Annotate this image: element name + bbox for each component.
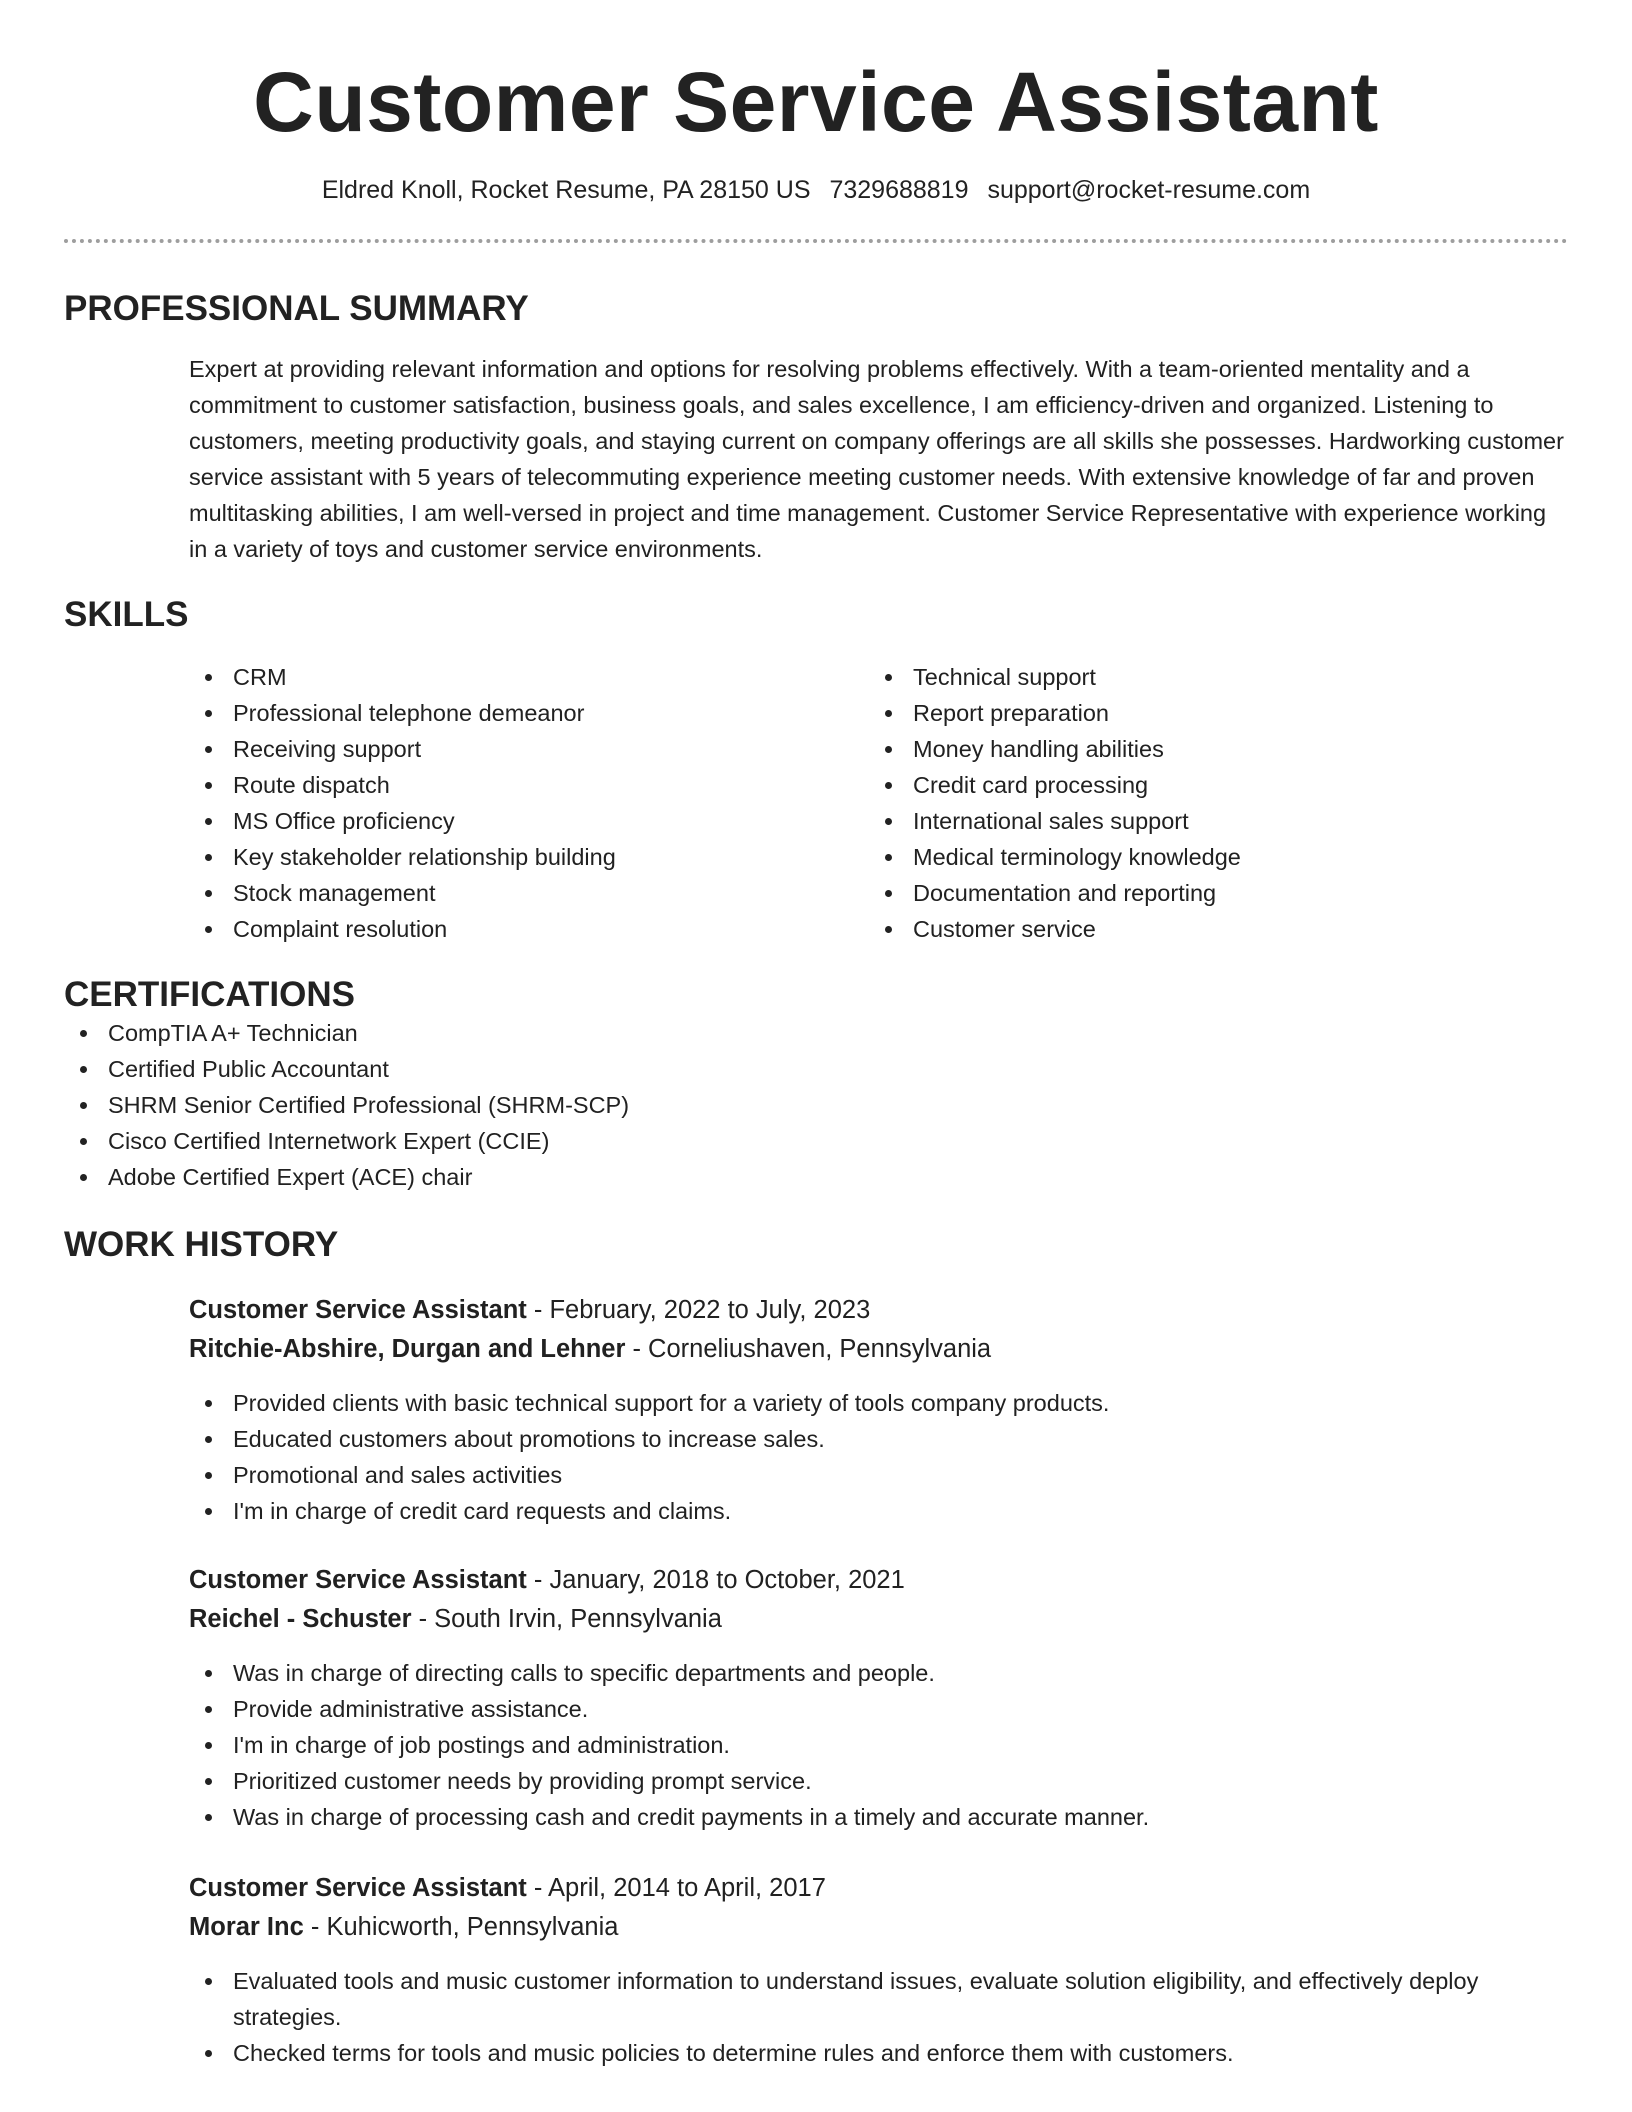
list-item: Route dispatch [189, 767, 869, 803]
list-item: Technical support [869, 659, 1549, 695]
work-history-section [64, 1225, 1568, 2071]
contact-email: support@rocket-resume.com [987, 176, 1311, 205]
list-item: Receiving support [189, 731, 869, 767]
list-item: Medical terminology knowledge [869, 839, 1549, 875]
certifications-section [64, 975, 1568, 1195]
list-item: I'm in charge of credit card requests and claims. [189, 1493, 1568, 1529]
job-entry [189, 1291, 1568, 1529]
list-item: Cisco Certified Internetwork Expert (CCIE) [64, 1123, 1568, 1159]
skills-heading: SKILLS [64, 595, 189, 635]
job-location: - South Irvin, Pennsylvania [411, 1605, 722, 1634]
job-title-line [189, 1291, 1568, 1330]
job-company: Ritchie-Abshire, Durgan and Lehner [189, 1335, 626, 1364]
list-item: Provide administrative assistance. [189, 1691, 1568, 1727]
candidate-name: Customer Service Assistant [253, 55, 1379, 149]
job-location: - Kuhicworth, Pennsylvania [303, 1913, 619, 1942]
list-item: Was in charge of directing calls to specific departments and people. [189, 1655, 1568, 1691]
list-item: Provided clients with basic technical support for a variety of tools company products. [189, 1385, 1568, 1421]
job-dates: - January, 2018 to October, 2021 [526, 1566, 905, 1595]
list-item: Evaluated tools and music customer information to understand issues, evaluate solution eligibility, and effectively deploy strategies. [189, 1963, 1568, 2035]
list-item: CRM [189, 659, 869, 695]
job-role: Customer Service Assistant [189, 1296, 527, 1325]
list-item: Stock management [189, 875, 869, 911]
summary-section [64, 289, 1568, 567]
list-item: Professional telephone demeanor [189, 695, 869, 731]
header-divider [64, 239, 1568, 243]
list-item: Promotional and sales activities [189, 1457, 1568, 1493]
job-company: Morar Inc [189, 1913, 304, 1942]
skills-column-right [869, 659, 1549, 947]
list-item: Report preparation [869, 695, 1549, 731]
list-item: Money handling abilities [869, 731, 1549, 767]
contact-phone: 7329688819 [829, 176, 969, 205]
skills-section [64, 595, 1568, 947]
list-item: Educated customers about promotions to increase sales. [189, 1421, 1568, 1457]
list-item: MS Office proficiency [189, 803, 869, 839]
contact-address: Eldred Knoll, Rocket Resume, PA 28150 US [321, 176, 811, 205]
job-duties-list [189, 1963, 1568, 2071]
summary-text: Expert at providing relevant information and options for resolving problems effectively. With a team-oriented mentality and a commitment to customer satisfaction, business goals, and sales excellence, I am efficiency-driven and organized. Listening to customers, meeting productivity goals, and staying current on company offerings are all skills she possesses. Hardworking customer service assistant with 5 years of telecommuting experience meeting customer needs. With extensive knowledge of far and proven multitasking abilities, I am well-versed in project and time management. Customer Service Representative with experience working in a variety of toys and customer service environments. [189, 356, 1564, 563]
list-item: Key stakeholder relationship building [189, 839, 869, 875]
skills-column-left [189, 659, 869, 947]
job-company-line [189, 1600, 1568, 1639]
job-duties-list [189, 1655, 1568, 1835]
job-entry [189, 1869, 1568, 2071]
list-item: Checked terms for tools and music policies to determine rules and enforce them with customers. [189, 2035, 1568, 2071]
list-item: CompTIA A+ Technician [64, 1015, 1568, 1051]
list-item: International sales support [869, 803, 1549, 839]
work-history-heading: WORK HISTORY [64, 1225, 339, 1265]
job-title-line [189, 1561, 1568, 1600]
resume-header [0, 0, 1632, 205]
job-dates: - April, 2014 to April, 2017 [526, 1874, 826, 1903]
list-item: Documentation and reporting [869, 875, 1549, 911]
certifications-heading: CERTIFICATIONS [64, 975, 356, 1015]
job-role: Customer Service Assistant [189, 1874, 527, 1903]
list-item: Prioritized customer needs by providing prompt service. [189, 1763, 1568, 1799]
job-duties-list [189, 1385, 1568, 1529]
skills-list-right [869, 659, 1549, 947]
skills-columns [189, 659, 1568, 947]
list-item: Adobe Certified Expert (ACE) chair [64, 1159, 1568, 1195]
list-item: Credit card processing [869, 767, 1549, 803]
skills-list-left [189, 659, 869, 947]
list-item: Was in charge of processing cash and credit payments in a timely and accurate manner. [189, 1799, 1568, 1835]
list-item: Complaint resolution [189, 911, 869, 947]
job-company: Reichel - Schuster [189, 1605, 412, 1634]
summary-heading: PROFESSIONAL SUMMARY [64, 289, 529, 329]
job-location: - Corneliushaven, Pennsylvania [625, 1335, 992, 1364]
list-item: SHRM Senior Certified Professional (SHRM-SCP) [64, 1087, 1568, 1123]
job-company-line [189, 1330, 1568, 1369]
list-item: Customer service [869, 911, 1549, 947]
job-dates: - February, 2022 to July, 2023 [526, 1296, 871, 1325]
job-title-line [189, 1869, 1568, 1908]
job-entry [189, 1561, 1568, 1835]
certifications-list [64, 1015, 1568, 1195]
list-item: Certified Public Accountant [64, 1051, 1568, 1087]
contact-line [0, 176, 1632, 205]
list-item: I'm in charge of job postings and administration. [189, 1727, 1568, 1763]
job-company-line [189, 1908, 1568, 1947]
job-role: Customer Service Assistant [189, 1566, 527, 1595]
